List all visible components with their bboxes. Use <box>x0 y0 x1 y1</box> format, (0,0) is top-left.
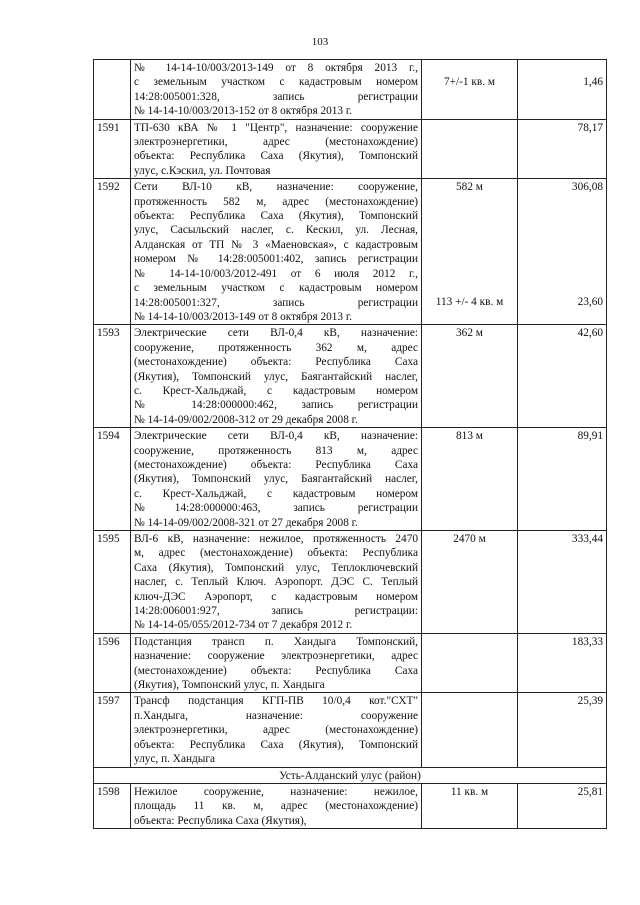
page-number: 103 <box>311 36 329 48</box>
object-size <box>422 531 518 634</box>
description-line: с земельным участком с кадастровым номером <box>134 282 418 295</box>
value-line <box>521 61 603 75</box>
description-line: ключ-ДЭС Аэропорт, с кадастровым номером <box>134 590 418 603</box>
description-line: номером № 14:28:005001:402, запись регистрации <box>134 253 418 266</box>
description-line: Электрические сети ВЛ-0,4 кВ, назначение: <box>134 327 418 340</box>
object-size <box>422 693 518 767</box>
value-line <box>521 238 603 252</box>
table-row <box>94 60 607 120</box>
value-line <box>521 310 603 324</box>
value-line <box>521 104 603 118</box>
table-row <box>94 783 607 828</box>
table-row <box>94 179 607 325</box>
description-line: с. Крест-Хальджай, с кадастровым номером <box>134 384 418 397</box>
object-size <box>422 633 518 693</box>
description-line: назначение: сооружение электроэнергетики, адрес <box>134 650 418 663</box>
object-size <box>422 325 518 428</box>
object-description <box>131 179 422 325</box>
row-number: 1594 <box>94 428 131 531</box>
value-line <box>521 267 603 281</box>
table-row <box>94 119 607 179</box>
object-size <box>422 60 518 120</box>
description-line: улус, Сасыльский наслег, с. Кескил, ул. Лесная, <box>134 224 418 237</box>
description-line: № 14-14-09/002/2008-312 от 29 декабря 2008 г. <box>134 413 358 426</box>
object-size <box>422 119 518 179</box>
description-line: объекта: Республика Саха (Якутия), <box>134 814 307 827</box>
size-line <box>425 223 514 237</box>
object-description <box>131 693 422 767</box>
description-line: Сети ВЛ-10 кВ, назначение: сооружение, <box>134 181 418 194</box>
row-number <box>94 60 131 120</box>
size-line: 113 +/- 4 кв. м <box>435 296 504 309</box>
object-value <box>518 119 607 179</box>
description-line: наслег, с. Теплый Ключ. Аэропорт. ДЭС С. Теплый <box>134 576 418 589</box>
description-line: Саха (Якутия), Томпонский улус, Теплоключевский <box>134 561 418 574</box>
description-line: Нежилое сооружение, назначение: нежилое, <box>134 785 418 798</box>
description-line: (Якутия), Томпонский улус, Баягантайский наслег, <box>134 370 418 383</box>
value-line: 306,08 <box>571 181 603 194</box>
size-line <box>425 252 514 266</box>
description-line: (местонахождение) объекта: Республика Саха <box>134 356 418 369</box>
object-description <box>131 60 422 120</box>
description-line: № 14-14-10/003/2012-491 от 6 июля 2012 г., <box>134 267 418 280</box>
value-line: 78,17 <box>577 121 603 134</box>
row-number: 1596 <box>94 633 131 693</box>
size-line <box>425 267 514 281</box>
description-line: электроэнергетики, адрес (местонахождение) <box>134 724 418 737</box>
size-line <box>425 209 514 223</box>
size-line <box>425 238 514 252</box>
description-line: № 14-14-09/002/2008-321 от 27 декабря 2008 г. <box>134 516 358 529</box>
size-line <box>425 90 514 104</box>
description-line: Подстанция трансп п. Хандыга Томпонский, <box>134 635 418 648</box>
object-description <box>131 428 422 531</box>
description-line: улус, п. Хандыга <box>134 753 215 766</box>
object-value <box>518 531 607 634</box>
description-line: объекта: Республика Саха (Якутия), Томпонский <box>134 738 418 751</box>
object-description <box>131 783 422 828</box>
size-line <box>425 104 514 118</box>
value-line: 1,46 <box>583 76 603 89</box>
size-line <box>425 135 514 149</box>
value-line: 183,33 <box>571 635 603 648</box>
description-line: 14:28:005001:327, запись регистрации <box>134 296 418 309</box>
description-line: п.Хандыга, назначение: сооружение <box>134 709 418 722</box>
size-line: 813 м <box>456 430 483 443</box>
row-number: 1591 <box>94 119 131 179</box>
description-line: 14:28:005001:328, запись регистрации <box>134 90 418 103</box>
description-line: (местонахождение) объекта: Республика Саха <box>134 664 418 677</box>
object-size <box>422 428 518 531</box>
description-line: №14:28:000000:463, запись регистрации <box>134 502 418 515</box>
object-value <box>518 60 607 120</box>
object-value <box>518 693 607 767</box>
description-line: сооружение, протяженность 813 м, адрес <box>134 444 418 457</box>
size-line <box>425 281 514 295</box>
object-value <box>518 428 607 531</box>
object-size <box>422 179 518 325</box>
value-line: 42,60 <box>577 327 603 340</box>
description-line: м, адрес (местонахождение) объекта: Республика <box>134 547 418 560</box>
size-line <box>425 121 514 135</box>
value-line <box>521 90 603 104</box>
section-header-row <box>94 767 607 783</box>
size-line <box>425 61 514 75</box>
row-number: 1595 <box>94 531 131 634</box>
row-number: 1598 <box>94 783 131 828</box>
description-line: сооружение, протяженность 362 м, адрес <box>134 341 418 354</box>
size-line <box>425 164 514 178</box>
value-line <box>521 135 603 149</box>
size-line: 2470 м <box>453 533 486 545</box>
section-title: Усть-Алданский улус (район) <box>94 767 607 783</box>
value-line <box>521 281 603 295</box>
value-line: 25,39 <box>577 695 603 708</box>
description-line: Трансф подстанция КГП-ПВ 10/0,4 кот."СХТ" <box>134 695 418 708</box>
table-row <box>94 428 607 531</box>
size-line <box>425 635 514 649</box>
description-line: с. Крест-Хальджай, с кадастровым номером <box>134 487 418 500</box>
description-line: ВЛ-6 кВ, назначение: нежилое, протяженность 2470 <box>134 533 418 545</box>
description-line: площадь 11 кв. м, адрес (местонахождение) <box>134 800 418 813</box>
row-number: 1593 <box>94 325 131 428</box>
size-line: 7+/-1 кв. м <box>443 76 495 89</box>
value-line <box>521 149 603 163</box>
size-line <box>425 195 514 209</box>
object-description <box>131 119 422 179</box>
description-line: Алданская от ТП № 3 «Маеновская», с кадастровым <box>134 238 418 251</box>
value-line <box>521 209 603 223</box>
object-description <box>131 325 422 428</box>
description-line: № 14-14-10/003/2013-149 от 8 октября 2013 г., <box>134 62 418 74</box>
value-line: 333,44 <box>571 533 603 545</box>
value-line: 89,91 <box>577 430 603 443</box>
description-line: (местонахождение) объекта: Республика Саха <box>134 458 418 471</box>
object-value <box>518 325 607 428</box>
description-line: с земельным участком с кадастровым номером <box>134 76 418 89</box>
size-line: 582 м <box>456 181 483 194</box>
object-value <box>518 179 607 325</box>
object-value <box>518 783 607 828</box>
description-line: № 14-14-10/003/2013-152 от 8 октября 2013 г. <box>134 105 353 118</box>
value-line <box>521 164 603 178</box>
description-line: протяженность 582 м, адрес (местонахождение) <box>134 195 418 208</box>
value-line: 23,60 <box>577 296 603 309</box>
description-line: № 14-14-10/003/2013-149 от 8 октября 2013 г. <box>134 310 353 323</box>
value-line: 25,81 <box>577 785 603 798</box>
table-row <box>94 325 607 428</box>
value-line <box>521 252 603 266</box>
description-line: № 14-14-05/055/2012-734 от 7 декабря 2012 г. <box>134 619 353 632</box>
size-line <box>425 149 514 163</box>
size-line: 362 м <box>456 327 483 340</box>
row-number: 1592 <box>94 179 131 325</box>
description-line: ТП-630 кВА № 1 "Центр", назначение: сооружение <box>134 121 418 134</box>
value-line <box>521 223 603 237</box>
size-line: 11 кв. м <box>450 785 489 798</box>
object-description <box>131 633 422 693</box>
description-line: улус, с.Кэскил, ул. Почтовая <box>134 164 271 177</box>
object-size <box>422 783 518 828</box>
description-line: объекта: Республика Саха (Якутия), Томпонский <box>134 150 418 163</box>
description-line: (Якутия), Томпонский улус, Баягантайский наслег, <box>134 473 418 486</box>
description-line: Электрические сети ВЛ-0,4 кВ, назначение: <box>134 430 418 443</box>
description-line: электроэнергетики, адрес (местонахождение) <box>134 136 418 149</box>
property-register-table <box>93 59 607 829</box>
description-line: № 14:28:000000:462, запись регистрации <box>134 399 418 412</box>
table-row <box>94 633 607 693</box>
table-row <box>94 693 607 767</box>
object-description <box>131 531 422 634</box>
size-line <box>425 694 514 708</box>
object-value <box>518 633 607 693</box>
row-number: 1597 <box>94 693 131 767</box>
description-line: (Якутия), Томпонский улус, п. Хандыга <box>134 679 325 692</box>
description-line: объекта: Республика Саха (Якутия), Томпонский <box>134 210 418 223</box>
description-line: 14:28:006001:927, запись регистрации: <box>134 605 418 618</box>
value-line <box>521 195 603 209</box>
table-row <box>94 531 607 634</box>
size-line <box>425 310 514 324</box>
